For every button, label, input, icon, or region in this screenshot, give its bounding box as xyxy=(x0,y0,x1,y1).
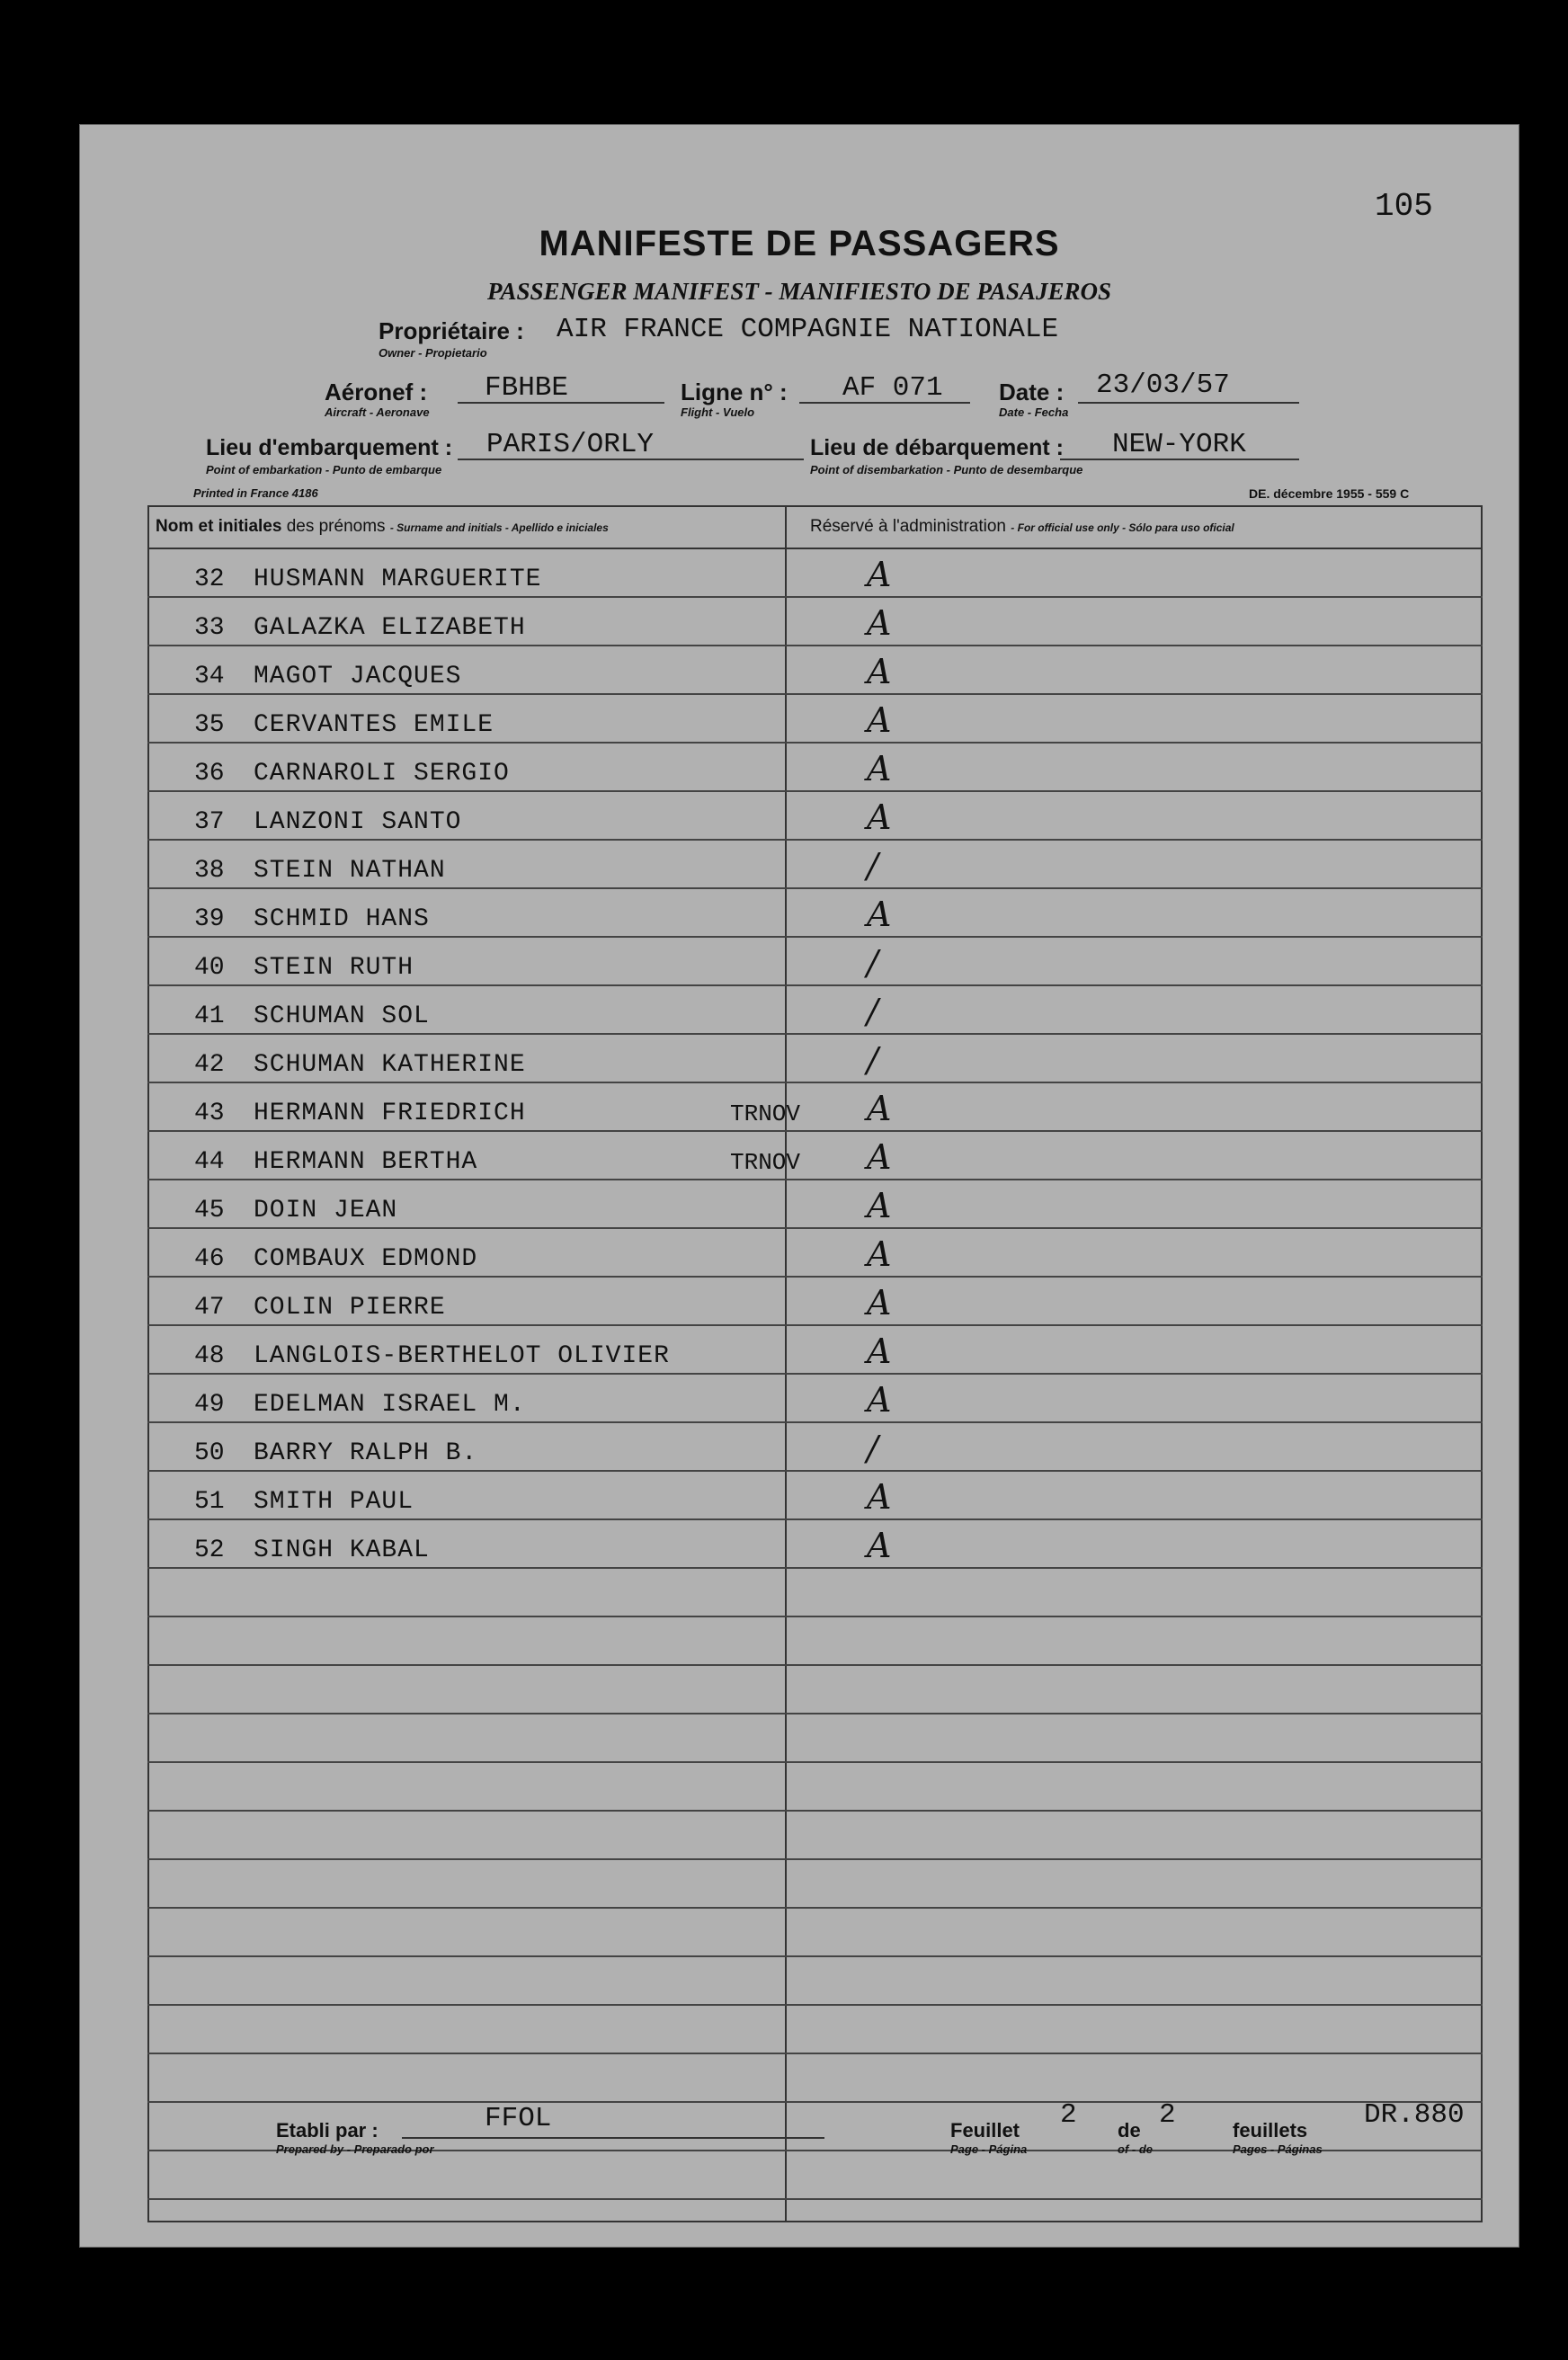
passenger-name: BARRY RALPH B. xyxy=(254,1439,478,1467)
table-row xyxy=(147,1810,1483,1860)
passenger-number: 40 xyxy=(194,954,225,982)
aircraft-value: FBHBE xyxy=(485,372,569,404)
passenger-name: SMITH PAUL xyxy=(254,1488,414,1516)
passenger-number: 41 xyxy=(194,1002,225,1030)
admin-mark: A xyxy=(867,1186,892,1225)
passenger-number: 51 xyxy=(194,1488,225,1516)
passenger-number: 34 xyxy=(194,663,225,690)
admin-mark: / xyxy=(867,943,878,983)
table-row xyxy=(147,1033,1483,1083)
admin-mark: / xyxy=(867,846,878,886)
table-row xyxy=(147,1664,1483,1714)
table-row xyxy=(147,1373,1483,1423)
passenger-name: STEIN RUTH xyxy=(254,954,414,982)
printed-note: Printed in France 4186 xyxy=(193,486,318,500)
table-row xyxy=(147,2053,1483,2103)
sheets-label: feuillets xyxy=(1233,2119,1308,2142)
line-small: Flight - Vuelo xyxy=(681,405,755,419)
table-row xyxy=(147,742,1483,792)
passenger-name: SCHUMAN SOL xyxy=(254,1002,430,1030)
passenger-name: LANZONI SANTO xyxy=(254,808,462,836)
admin-mark: A xyxy=(867,700,892,740)
passenger-name: STEIN NATHAN xyxy=(254,857,446,885)
admin-mark: A xyxy=(867,603,892,643)
table-row xyxy=(147,2004,1483,2054)
col-admin-header: Réservé à l'administration - For official use only - Sólo para uso oficial xyxy=(810,517,1234,536)
prepared-small: Prepared by - Preparado por xyxy=(276,2142,434,2156)
passenger-name: SINGH KABAL xyxy=(254,1536,430,1564)
table-row xyxy=(147,693,1483,744)
passenger-name: CERVANTES EMILE xyxy=(254,711,494,739)
prepared-label: Etabli par : xyxy=(276,2119,379,2142)
admin-mark: A xyxy=(867,1477,892,1517)
prepared-value: FFOL xyxy=(485,2103,552,2134)
sheet-label: Feuillet xyxy=(950,2119,1020,2142)
table-row xyxy=(147,1955,1483,2006)
admin-mark: / xyxy=(867,1040,878,1080)
passenger-number: 42 xyxy=(194,1051,225,1079)
passenger-number: 33 xyxy=(194,614,225,642)
aircraft-label: Aéronef : xyxy=(325,378,428,405)
passenger-number: 52 xyxy=(194,1536,225,1564)
of-label: de xyxy=(1118,2119,1141,2142)
passenger-name: COMBAUX EDMOND xyxy=(254,1245,478,1273)
table-row xyxy=(147,1227,1483,1278)
embark-value: PARIS/ORLY xyxy=(486,429,655,460)
passenger-number: 48 xyxy=(194,1342,225,1370)
of-value: 2 xyxy=(1159,2099,1176,2131)
admin-mark: / xyxy=(867,1429,878,1468)
passenger-name: HUSMANN MARGUERITE xyxy=(254,566,542,593)
passenger-name: HERMANN BERTHA xyxy=(254,1148,478,1176)
table-row xyxy=(147,839,1483,889)
passenger-number: 50 xyxy=(194,1439,225,1467)
form-code: DR.880 xyxy=(1364,2099,1465,2131)
table-row xyxy=(147,1761,1483,1812)
passenger-name: MAGOT JACQUES xyxy=(254,663,462,690)
of-small: of - de xyxy=(1118,2142,1153,2156)
admin-mark: A xyxy=(867,1526,892,1565)
embark-label: Lieu d'embarquement : xyxy=(206,435,453,460)
date-small: Date - Fecha xyxy=(999,405,1069,419)
table-row xyxy=(147,1130,1483,1180)
page-number: 105 xyxy=(1375,188,1433,225)
admin-mark: A xyxy=(867,895,892,934)
table-row xyxy=(147,1276,1483,1326)
admin-mark: A xyxy=(867,1380,892,1420)
table-row xyxy=(147,1470,1483,1520)
passenger-number: 32 xyxy=(194,566,225,593)
admin-mark: A xyxy=(867,1137,892,1177)
table-row xyxy=(147,1324,1483,1375)
date-label: Date : xyxy=(999,378,1065,405)
passenger-name: HERMANN FRIEDRICH xyxy=(254,1100,526,1127)
admin-mark: A xyxy=(867,1331,892,1371)
table-row xyxy=(147,1858,1483,1909)
passenger-place: TRNOV xyxy=(730,1100,801,1127)
table-row xyxy=(147,1179,1483,1229)
page-subtitle: PASSENGER MANIFEST - MANIFIESTO DE PASAJEROS xyxy=(487,278,1111,305)
passenger-name: COLIN PIERRE xyxy=(254,1294,446,1322)
disembark-value: NEW-YORK xyxy=(1112,429,1246,460)
embark-small: Point of embarkation - Punto de embarque xyxy=(206,463,442,476)
passenger-number: 45 xyxy=(194,1197,225,1225)
admin-mark: A xyxy=(867,1089,892,1128)
passenger-number: 43 xyxy=(194,1100,225,1127)
table-row xyxy=(147,645,1483,695)
admin-mark: A xyxy=(867,652,892,691)
passenger-place: TRNOV xyxy=(730,1149,801,1176)
owner-value: AIR FRANCE COMPAGNIE NATIONALE xyxy=(557,314,1059,345)
admin-mark: A xyxy=(867,1283,892,1322)
owner-label: Propriétaire : xyxy=(379,317,524,344)
admin-mark: A xyxy=(867,797,892,837)
sheet-small: Page - Página xyxy=(950,2142,1028,2156)
table-row xyxy=(147,936,1483,986)
table-row xyxy=(147,1616,1483,1666)
admin-mark: / xyxy=(867,992,878,1031)
passenger-number: 39 xyxy=(194,905,225,933)
line-label: Ligne n° : xyxy=(681,378,788,405)
sheets-small: Pages - Páginas xyxy=(1233,2142,1323,2156)
table-row xyxy=(147,2150,1483,2200)
passenger-name: GALAZKA ELIZABETH xyxy=(254,614,526,642)
passenger-name: DOIN JEAN xyxy=(254,1197,398,1225)
table-row xyxy=(147,1518,1483,1569)
passenger-name: LANGLOIS-BERTHELOT OLIVIER xyxy=(254,1342,670,1370)
page-title: MANIFESTE DE PASSAGERS xyxy=(539,224,1060,263)
disembark-label: Lieu de débarquement : xyxy=(810,435,1064,460)
passenger-name: SCHMID HANS xyxy=(254,905,430,933)
col-name-header: Nom et initiales des prénoms - Surname and initials - Apellido e iniciales xyxy=(156,517,609,536)
passenger-name: EDELMAN ISRAEL M. xyxy=(254,1391,526,1419)
table-row xyxy=(147,984,1483,1035)
table-row xyxy=(147,790,1483,841)
passenger-number: 38 xyxy=(194,857,225,885)
aircraft-small: Aircraft - Aeronave xyxy=(325,405,430,419)
form-ref: DE. décembre 1955 - 559 C xyxy=(1249,486,1410,501)
owner-small: Owner - Propietario xyxy=(379,346,487,360)
passenger-number: 46 xyxy=(194,1245,225,1273)
table-row xyxy=(147,1421,1483,1472)
table-row xyxy=(147,887,1483,938)
sheet-value: 2 xyxy=(1060,2099,1077,2131)
table-row xyxy=(147,1713,1483,1763)
passenger-number: 35 xyxy=(194,711,225,739)
table-row xyxy=(147,596,1483,646)
passenger-number: 44 xyxy=(194,1148,225,1176)
table-row xyxy=(147,548,1483,598)
manifest-sheet xyxy=(79,124,1519,2248)
passenger-name: CARNAROLI SERGIO xyxy=(254,760,510,788)
line-value: AF 071 xyxy=(842,372,943,404)
passenger-number: 37 xyxy=(194,808,225,836)
table-row xyxy=(147,1082,1483,1132)
admin-mark: A xyxy=(867,555,892,594)
passenger-number: 47 xyxy=(194,1294,225,1322)
disembark-small: Point of disembarkation - Punto de desembarque xyxy=(810,463,1083,476)
date-value: 23/03/57 xyxy=(1096,370,1230,401)
admin-mark: A xyxy=(867,1234,892,1274)
table-row xyxy=(147,1907,1483,1957)
admin-mark: A xyxy=(867,749,892,788)
passenger-number: 36 xyxy=(194,760,225,788)
passenger-number: 49 xyxy=(194,1391,225,1419)
table-row xyxy=(147,1567,1483,1617)
passenger-name: SCHUMAN KATHERINE xyxy=(254,1051,526,1079)
